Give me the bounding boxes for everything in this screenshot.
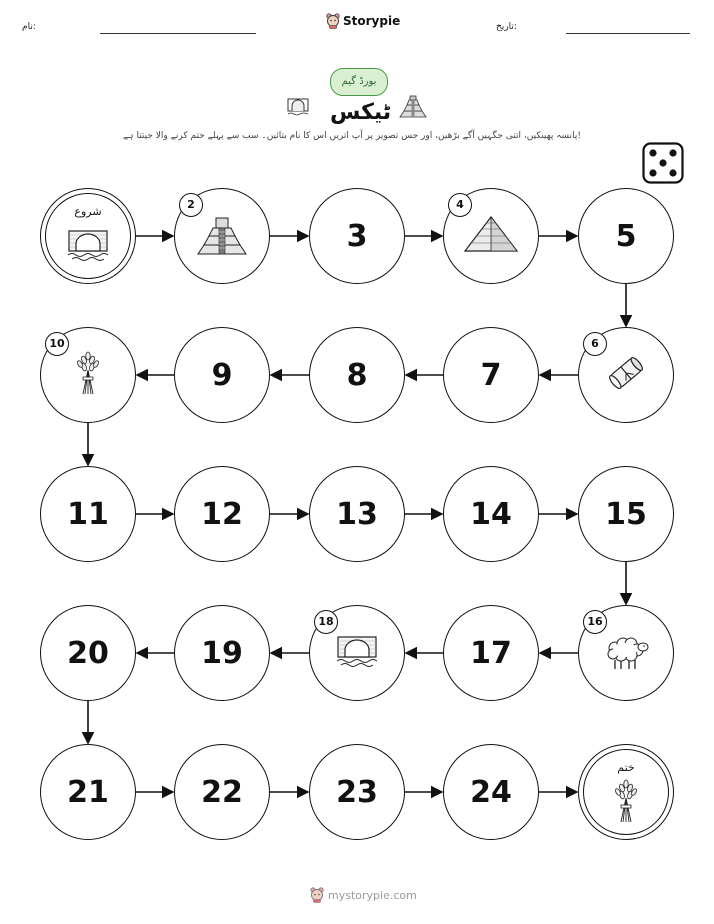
space-number: 23 bbox=[336, 774, 378, 810]
board-space-13 bbox=[309, 466, 405, 562]
space-number-badge: 18 bbox=[314, 610, 338, 634]
footer-site: mystorypie.com bbox=[328, 888, 417, 902]
instructions: پانسہ پھینکیں، اتنی جگہیں آگے بڑھیں، اور جس تصویر پر آپ اتریں اس کا نام بتائیں۔ سب سے پہلے ختم کرنے والا جیتتا ہے! bbox=[123, 131, 581, 141]
space-number: 5 bbox=[615, 218, 637, 254]
page-title: ٹیکس bbox=[330, 100, 392, 125]
end-space bbox=[578, 744, 674, 840]
space-number-badge: 6 bbox=[583, 332, 607, 356]
name-label: نام: bbox=[22, 22, 36, 32]
storypie-mascot-icon bbox=[310, 887, 324, 903]
brand-name: Storypie bbox=[343, 14, 401, 28]
board-space-23 bbox=[309, 744, 405, 840]
board-space-5 bbox=[578, 188, 674, 284]
board-space-10 bbox=[40, 327, 136, 423]
space-number: 21 bbox=[67, 774, 109, 810]
space-number: 19 bbox=[201, 635, 243, 671]
wheat-icon bbox=[611, 778, 641, 828]
footer bbox=[310, 887, 417, 903]
end-label: ختم bbox=[617, 761, 635, 774]
space-number: 24 bbox=[470, 774, 512, 810]
board-space-21 bbox=[40, 744, 136, 840]
board-space-4 bbox=[443, 188, 539, 284]
space-number-badge: 16 bbox=[583, 610, 607, 634]
space-number: 9 bbox=[211, 357, 233, 393]
sheep-icon bbox=[601, 630, 651, 676]
board-space-16 bbox=[578, 605, 674, 701]
board-space-20 bbox=[40, 605, 136, 701]
wheat-icon bbox=[73, 350, 103, 400]
pyramid-icon bbox=[461, 213, 521, 259]
board-space-8 bbox=[309, 327, 405, 423]
space-number: 3 bbox=[346, 218, 368, 254]
board-space-9 bbox=[174, 327, 270, 423]
space-number-badge: 4 bbox=[448, 193, 472, 217]
date-label: تاریخ: bbox=[496, 22, 517, 32]
board-space-14 bbox=[443, 466, 539, 562]
board-space-24 bbox=[443, 744, 539, 840]
space-number: 13 bbox=[336, 496, 378, 532]
board-space-11 bbox=[40, 466, 136, 562]
board-game-badge: بورڈ گیم bbox=[330, 68, 388, 96]
board-space-15 bbox=[578, 466, 674, 562]
space-number: 15 bbox=[605, 496, 647, 532]
board-space-17 bbox=[443, 605, 539, 701]
space-number-badge: 10 bbox=[45, 332, 69, 356]
board-space-19 bbox=[174, 605, 270, 701]
board-space-7 bbox=[443, 327, 539, 423]
scroll-icon bbox=[602, 349, 650, 401]
board-space-6 bbox=[578, 327, 674, 423]
start-label: شروع bbox=[74, 205, 102, 218]
space-number-badge: 2 bbox=[179, 193, 203, 217]
space-number: 20 bbox=[67, 635, 109, 671]
board-space-18 bbox=[309, 605, 405, 701]
board-space-3 bbox=[309, 188, 405, 284]
space-number: 14 bbox=[470, 496, 512, 532]
bridge-icon bbox=[66, 227, 110, 267]
space-number: 7 bbox=[480, 357, 502, 393]
board-space-12 bbox=[174, 466, 270, 562]
board-space-2 bbox=[174, 188, 270, 284]
start-space bbox=[40, 188, 136, 284]
space-number: 12 bbox=[201, 496, 243, 532]
space-number: 22 bbox=[201, 774, 243, 810]
bridge-icon bbox=[335, 633, 379, 673]
space-number: 8 bbox=[346, 357, 368, 393]
temple-pyramid-icon bbox=[192, 212, 252, 260]
space-number: 11 bbox=[67, 496, 109, 532]
board-space-22 bbox=[174, 744, 270, 840]
space-number: 17 bbox=[470, 635, 512, 671]
